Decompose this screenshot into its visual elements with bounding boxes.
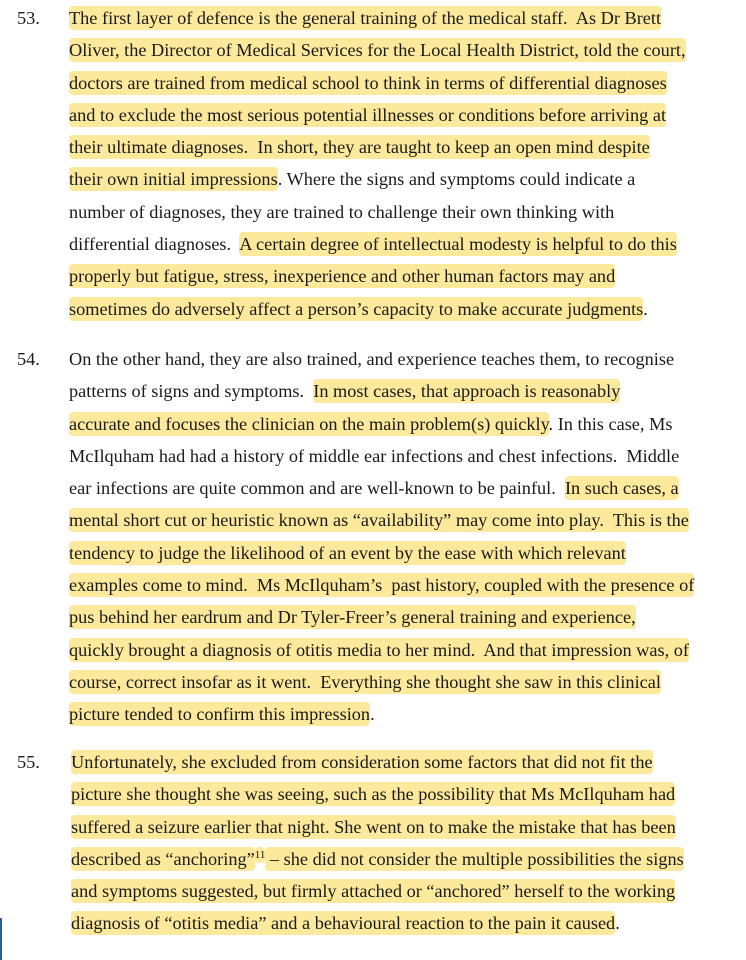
- text-line: [71, 811, 684, 843]
- text-line: [69, 260, 686, 292]
- text-line: [71, 907, 684, 939]
- highlighted-text: accurate and focuses the clinician on the main problem(s) quickly: [69, 413, 549, 434]
- text-line: [69, 343, 694, 375]
- text-line: [69, 163, 686, 195]
- highlighted-text: mental short cut or heuristic known as “availability” may come into play. This is the: [69, 510, 689, 531]
- text-line: [71, 778, 684, 810]
- text-line: [69, 67, 686, 99]
- text-line: [69, 2, 686, 34]
- highlighted-text: diagnosis of “otitis media” and a behavioural reaction to the pain it caused: [71, 913, 616, 934]
- text-line: [69, 634, 694, 666]
- text-line: [71, 875, 684, 907]
- text-cursor-marker: [0, 918, 2, 960]
- highlighted-text: their ultimate diagnoses. In short, they are taught to keep an open mind despite: [69, 137, 650, 158]
- text-segment: patterns of signs and symptoms.: [69, 381, 314, 402]
- highlighted-text: described as “anchoring”: [71, 848, 255, 869]
- paragraph-number: 55.: [17, 752, 40, 772]
- highlighted-text: and symptoms suggested, but firmly attached or “anchored” herself to the working: [71, 881, 676, 902]
- text-line: [69, 408, 694, 440]
- text-line: [69, 440, 694, 472]
- text-line: [69, 34, 686, 66]
- highlighted-text: The first layer of defence is the general training of the medical staff. As Dr Brett: [69, 8, 662, 28]
- text-line: [71, 843, 684, 875]
- text-line: [69, 504, 694, 536]
- text-line: [69, 698, 694, 730]
- text-line: [69, 375, 694, 407]
- highlighted-text: Oliver, the Director of Medical Services for the Local Health District, told the court,: [69, 40, 686, 61]
- highlighted-text: tendency to judge the likelihood of an event by the ease with which relevant: [69, 542, 626, 563]
- highlighted-text: their own initial impressions: [69, 169, 278, 190]
- text-line: [69, 537, 694, 569]
- text-segment: McIlquham had had a history of middle ear infections and chest infections. Middle: [69, 445, 680, 466]
- highlighted-text: doctors are trained from medical school to think in terms of differential diagnoses: [69, 72, 667, 93]
- text-segment: number of diagnoses, they are trained to challenge their own thinking with: [69, 201, 615, 222]
- text-line: [69, 293, 686, 325]
- text-line: [71, 746, 684, 778]
- highlighted-text: suffered a seizure earlier that night. She went on to make the mistake that has been: [71, 816, 676, 837]
- highlighted-text: sometimes do adversely affect a person’s capacity to make accurate judgments: [69, 298, 644, 319]
- highlighted-text: quickly brought a diagnosis of otitis media to her mind. And that impression was, of: [69, 639, 689, 660]
- text-line: [69, 196, 686, 228]
- highlighted-text: pus behind her eardrum and Dr Tyler-Freer’s general training and experience,: [69, 607, 636, 628]
- paragraph-number: 53.: [17, 8, 40, 28]
- text-segment: . In this case, Ms: [548, 413, 673, 434]
- highlighted-text: A certain degree of intellectual modesty is helpful to do this: [239, 234, 677, 255]
- paragraph-number: 54.: [17, 349, 40, 369]
- text-line: [69, 228, 686, 260]
- highlighted-text: – she did not consider the multiple possibilities the signs: [265, 848, 684, 869]
- text-line: [69, 666, 694, 698]
- highlighted-text: In most cases, that approach is reasonably: [313, 381, 621, 402]
- text-line: [69, 131, 686, 163]
- highlighted-text: In such cases, a: [564, 478, 679, 499]
- highlighted-text: properly but fatigue, stress, inexperience and other human factors may and: [69, 266, 616, 287]
- highlighted-text: course, correct insofar as it went. Everything she thought she saw in this clinical: [69, 671, 661, 692]
- text-line: [69, 99, 686, 131]
- text-line: [69, 601, 694, 633]
- text-segment: On the other hand, they are also trained, and experience teaches them, to recognise: [69, 349, 675, 369]
- text-segment: .: [615, 913, 620, 934]
- paragraph-text: [69, 343, 694, 731]
- text-segment: .: [370, 704, 375, 725]
- footnote-reference[interactable]: 11: [254, 848, 266, 861]
- paragraph-text: [71, 746, 684, 940]
- text-line: [69, 472, 694, 504]
- highlighted-text: examples come to mind. Ms McIlquham’s past history, coupled with the presence of: [69, 575, 695, 596]
- highlighted-text: picture tended to confirm this impression: [69, 704, 371, 725]
- highlighted-text: picture she thought she was seeing, such as the possibility that Ms McIlquham had: [71, 784, 676, 805]
- text-segment: . Where the signs and symptoms could indicate a: [277, 169, 636, 190]
- text-line: [69, 569, 694, 601]
- text-segment: differential diagnoses.: [69, 234, 240, 255]
- highlighted-text: and to exclude the most serious potential illnesses or conditions before arriving at: [69, 104, 667, 125]
- text-segment: ear infections are quite common and are well-known to be painful.: [69, 478, 565, 499]
- highlighted-text: Unfortunately, she excluded from consideration some factors that did not fit the: [71, 752, 653, 772]
- paragraph-text: [69, 2, 686, 325]
- text-segment: .: [643, 298, 648, 319]
